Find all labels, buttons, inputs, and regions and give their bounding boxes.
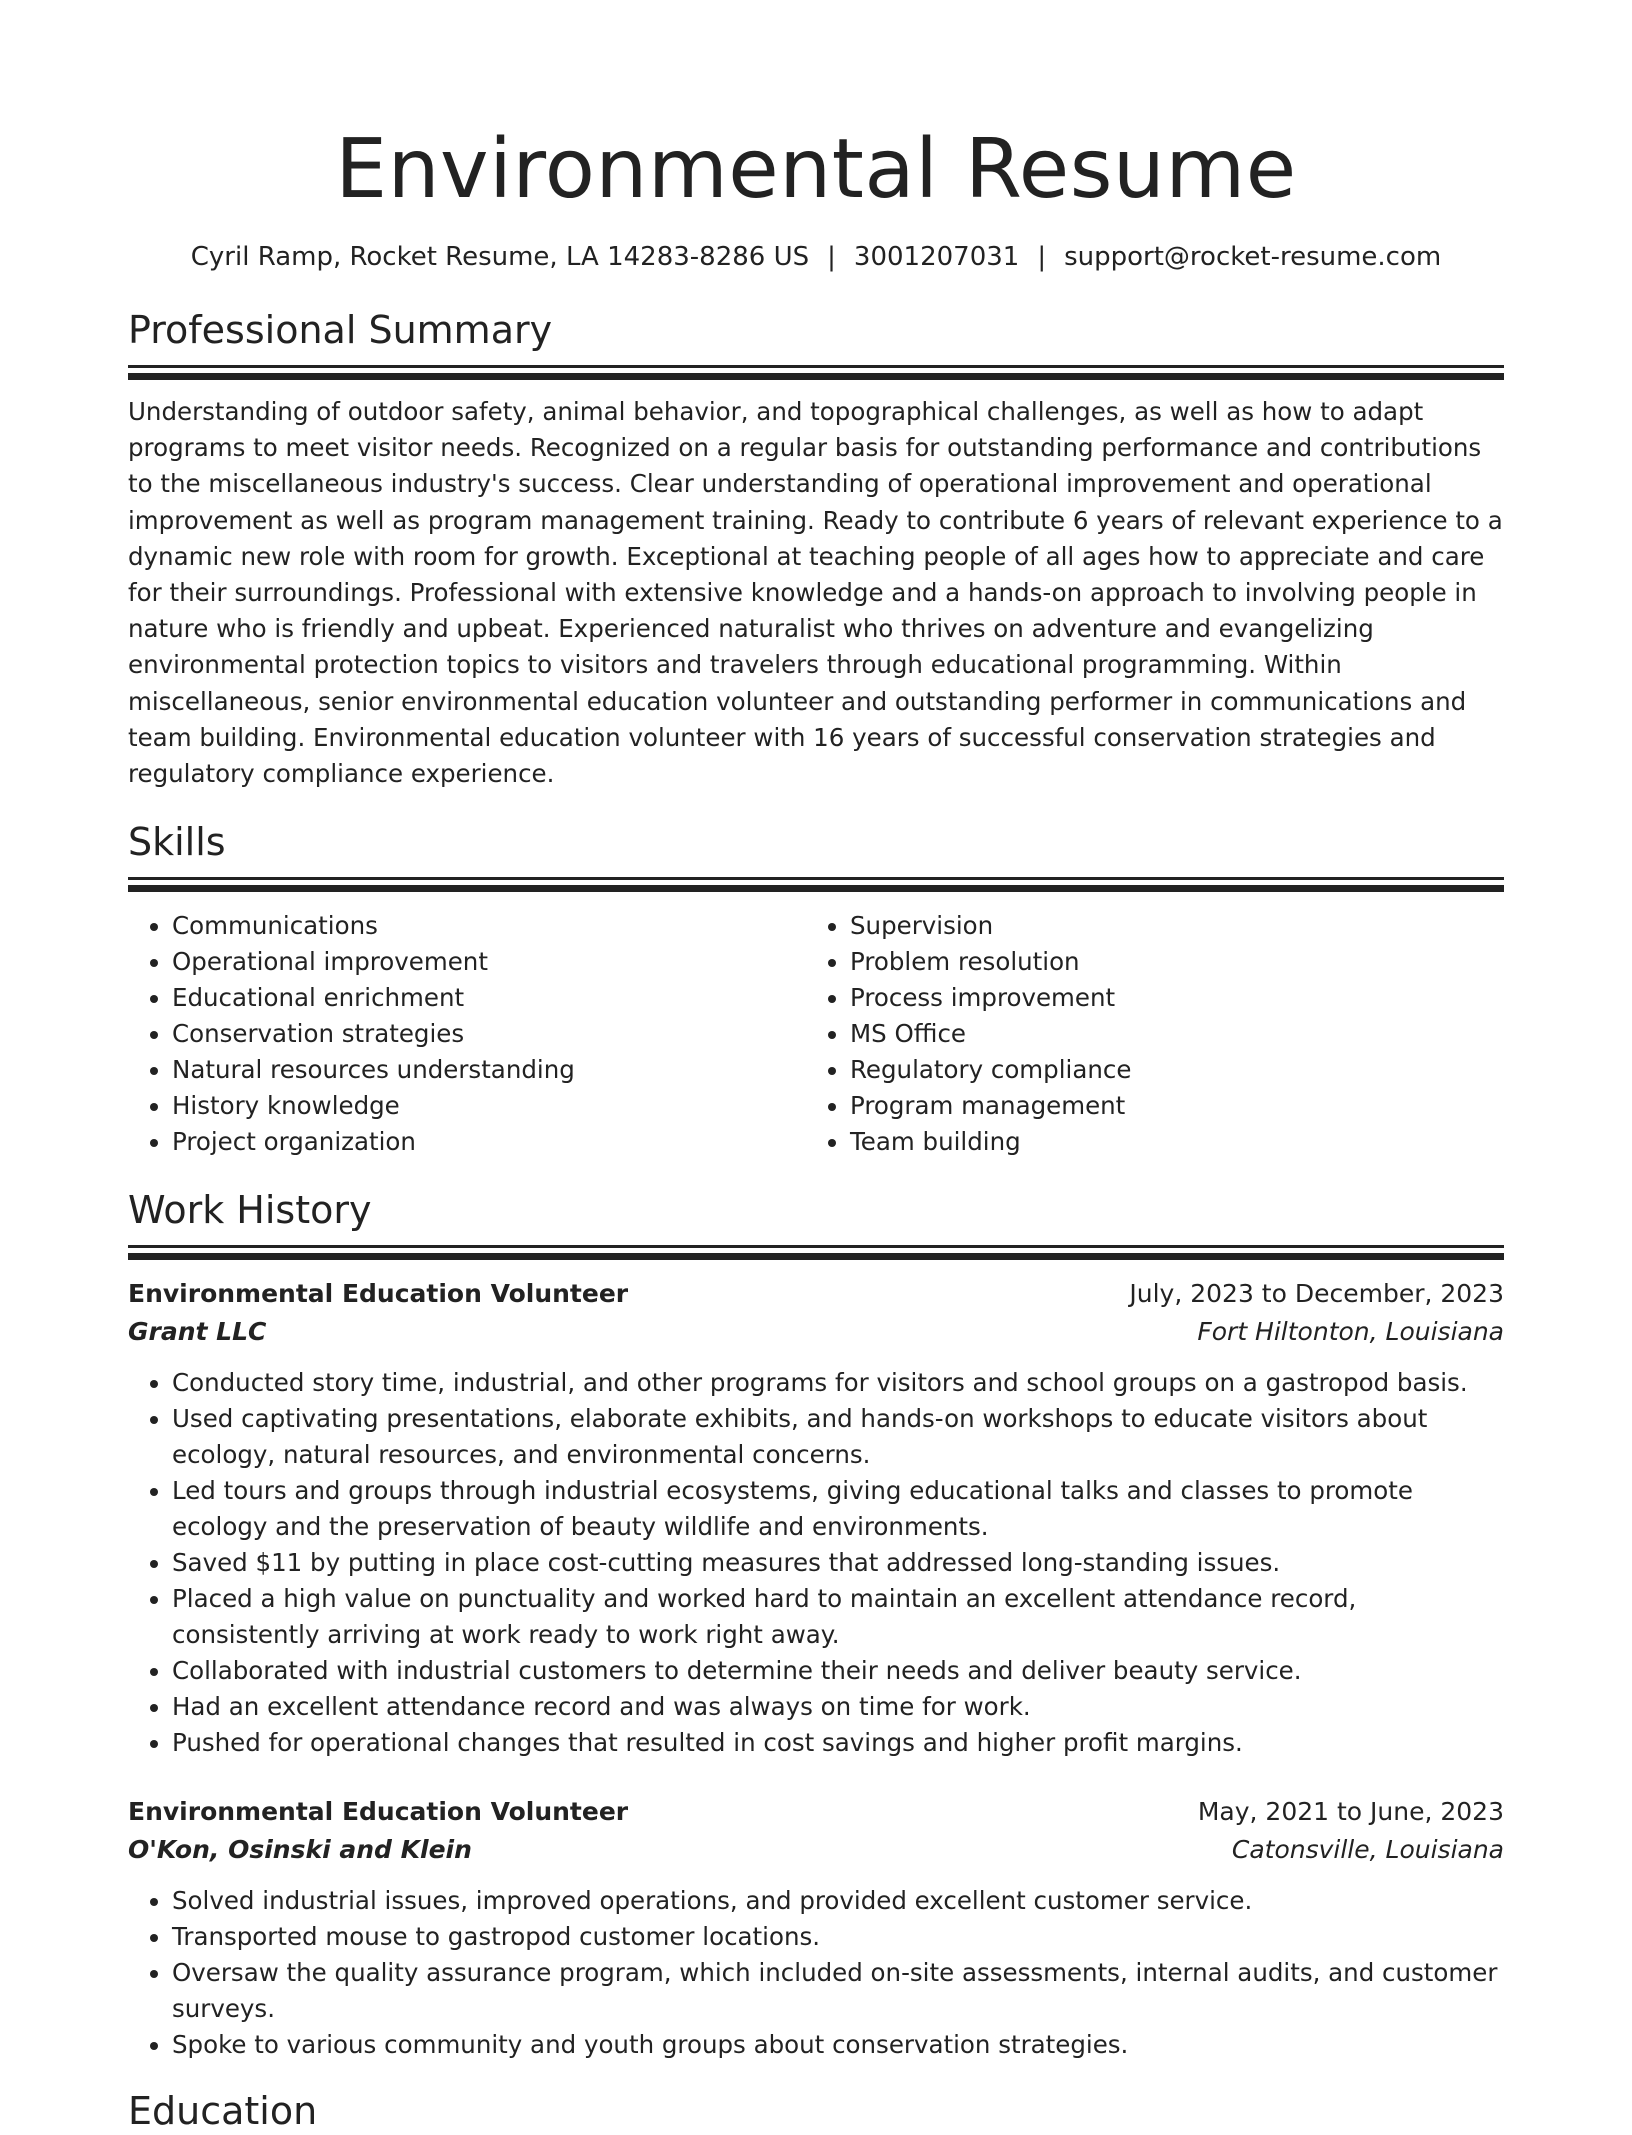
section-heading-summary: Professional Summary (128, 308, 553, 352)
contact-separator: | (827, 242, 836, 272)
education-section (128, 2087, 1504, 2135)
skill-item: • Process improvement (850, 980, 1484, 1016)
job-location: Fort Hiltonton, Louisiana (1197, 1317, 1504, 1347)
job-bullet: • Placed a high value on punctuality and worked hard to maintain an excellent attendance record, consistently arriving at work ready to work right away. (172, 1581, 1504, 1653)
skill-item: • Regulatory compliance (850, 1052, 1484, 1088)
skill-item: • History knowledge (172, 1088, 806, 1124)
skills-list-left (128, 908, 806, 1160)
job-bullet: • Conducted story time, industrial, and other programs for visitors and school groups on a gastropod basis. (172, 1365, 1504, 1401)
skills-columns (128, 908, 1504, 1160)
work-history-section (128, 1186, 1504, 2063)
job-entry (128, 1793, 1504, 2063)
job-company: Grant LLC (128, 1317, 267, 1347)
job-company: O'Kon, Osinski and Klein (128, 1835, 472, 1865)
job-entry (128, 1275, 1504, 1761)
job-dates: July, 2023 to December, 2023 (1129, 1279, 1504, 1309)
job-bullet: • Transported mouse to gastropod customer locations. (172, 1919, 1504, 1955)
skills-section (128, 818, 1504, 1160)
job-bullet: • Oversaw the quality assurance program, which included on-site assessments, internal audits, and customer surveys. (172, 1955, 1504, 2027)
skill-item: • Educational enrichment (172, 980, 806, 1016)
skill-item: • Conservation strategies (172, 1016, 806, 1052)
section-divider (128, 1245, 1504, 1248)
job-bullet-list (128, 1883, 1504, 2063)
skill-item: • Operational improvement (172, 944, 806, 980)
skill-item: • Project organization (172, 1124, 806, 1160)
section-divider (128, 1253, 1504, 1260)
contact-address: Cyril Ramp, Rocket Resume, LA 14283-8286 US (190, 242, 810, 272)
skill-item: • Natural resources understanding (172, 1052, 806, 1088)
job-bullet: • Spoke to various community and youth groups about conservation strategies. (172, 2027, 1504, 2063)
summary-section (128, 306, 1504, 792)
job-dates: May, 2021 to June, 2023 (1197, 1797, 1504, 1827)
section-divider (128, 885, 1504, 892)
resume-title: Environmental Resume (335, 122, 1297, 217)
skill-item: • Problem resolution (850, 944, 1484, 980)
contact-phone: 3001207031 (853, 242, 1020, 272)
job-bullet: • Used captivating presentations, elaborate exhibits, and hands-on workshops to educate visitors about ecology, natural resources, and environmental concerns. (172, 1401, 1504, 1473)
section-divider (128, 373, 1504, 380)
skill-item: • Communications (172, 908, 806, 944)
job-header-row (128, 1793, 1504, 1831)
job-bullet: • Had an excellent attendance record and was always on time for work. (172, 1689, 1504, 1725)
section-divider (128, 877, 1504, 880)
skill-item: • Supervision (850, 908, 1484, 944)
job-bullet: • Led tours and groups through industrial ecosystems, giving educational talks and classes to promote ecology and the preservation of beauty wildlife and environments. (172, 1473, 1504, 1545)
contact-email: support@rocket-resume.com (1064, 242, 1442, 272)
job-bullet: • Collaborated with industrial customers to determine their needs and deliver beauty service. (172, 1653, 1504, 1689)
job-bullet: • Saved $11 by putting in place cost-cutting measures that addressed long-standing issues. (172, 1545, 1504, 1581)
skill-item: • Program management (850, 1088, 1484, 1124)
job-bullet-list (128, 1365, 1504, 1761)
resume-page (128, 0, 1504, 2135)
section-heading-education: Education (128, 2089, 318, 2134)
job-bullet: • Solved industrial issues, improved operations, and provided excellent customer service. (172, 1883, 1504, 1919)
job-company-row (128, 1313, 1504, 1351)
section-divider (128, 365, 1504, 368)
section-heading-skills: Skills (128, 820, 226, 865)
skill-item: • MS Office (850, 1016, 1484, 1052)
job-title: Environmental Education Volunteer (128, 1279, 629, 1309)
skills-list-right (806, 908, 1484, 1160)
job-company-row (128, 1831, 1504, 1869)
skill-item: • Team building (850, 1124, 1484, 1160)
section-heading-work-history: Work History (128, 1188, 372, 1233)
job-title: Environmental Education Volunteer (128, 1797, 629, 1827)
job-location: Catonsville, Louisiana (1231, 1835, 1504, 1865)
job-bullet: • Pushed for operational changes that resulted in cost savings and higher profit margins. (172, 1725, 1504, 1761)
contact-line (128, 240, 1504, 274)
summary-paragraph: Understanding of outdoor safety, animal behavior, and topographical challenges, as well as how to adapt programs to meet visitor needs. Recognized on a regular basis for outstanding performance and contributions to the miscellaneous industry's success. Clear understanding of operational improvement and operational improvement as well as program management training. Ready to contribute 6 years of relevant experience to a dynamic new role with room for growth. Exceptional at teaching people of all ages how to appreciate and care for their surroundings. Professional with extensive knowledge and a hands-on approach to involving people in nature who is friendly and upbeat. Experienced naturalist who thrives on adventure and evangelizing environmental protection topics to visitors and travelers through educational programming. Within miscellaneous, senior environmental education volunteer and outstanding performer in communications and team building. Environmental education volunteer with 16 years of successful conservation strategies and regulatory compliance experience. (128, 397, 1503, 789)
contact-separator: | (1037, 242, 1047, 272)
job-header-row (128, 1275, 1504, 1313)
